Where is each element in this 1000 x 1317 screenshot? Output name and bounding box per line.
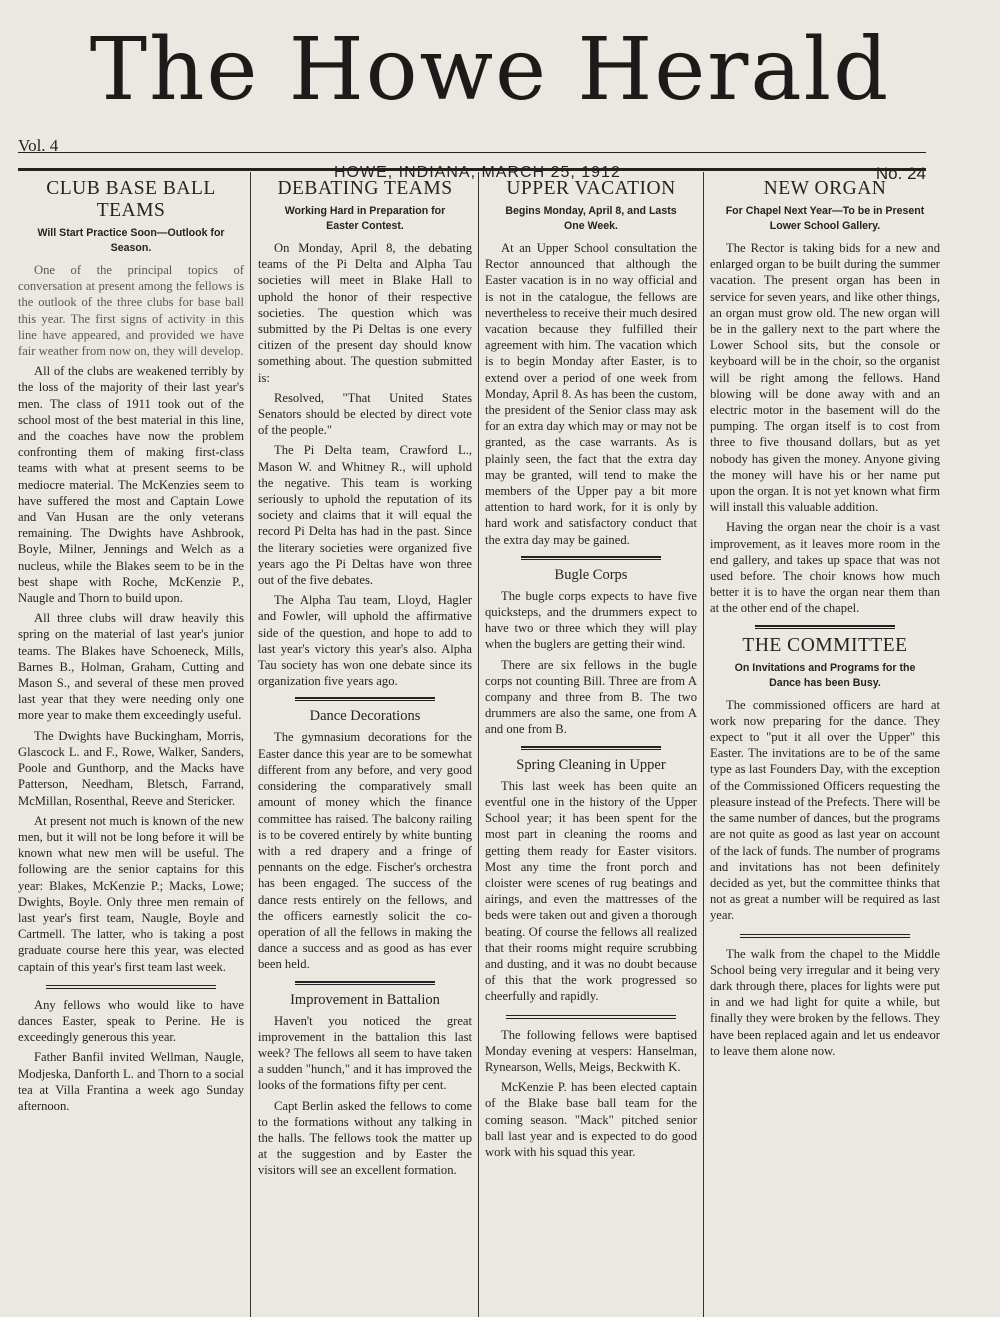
- column-baseball: [18, 172, 244, 1317]
- headline-debating: DEBATING TEAMS: [277, 178, 453, 199]
- article-paragraph: There are six fellows in the bugle corps not counting Bill. Three are from A company and three from B. The two drummers are also the same, one from A and one from B.: [485, 657, 697, 737]
- article-paragraph: At an Upper School consultation the Rector announced that although the Easter vacation is in no way official and is not in the catalogue, the fellows are nevertheless to receive their much desired vacation because they fulfilled their agreement with him. The vacation which is to begin Monday after Easter, is to extend over a period of one week from Monday, April 8. As has been the custom, the president of the Senior class may ask for an extra day which may or may not be granted, as the case warrants. As is plainly seen, the fact that the extra day may be granted, will tend to make the members of the Upper pay a bit more attention to hard work, for it is only by hard work and satisfactory conduct that the extra day may be gained.: [485, 241, 697, 547]
- masthead-rule-top: [18, 152, 926, 153]
- article-paragraph: All of the clubs are weakened terribly by the loss of the majority of their last year's men. The class of 1911 took out of the school most of the best material in this line, and the coaches have now the problem confronting them of making first-class teams with what at present seems to be mediocre material. The McKenzies seem to have suffered the most and Captain Lowe and Van Husan are the only veterans remaining. The Dwights have Ashbrook, Boyle, Milner, Jennings and Welch as a nucleus, while the Blakes seem to be in the best shape with Roche, McKenzie P., Naugle and Thorn to build upon.: [18, 364, 244, 606]
- issue-number: No. 24: [875, 164, 926, 183]
- section-divider: [506, 1015, 676, 1019]
- column-separator-2: [478, 172, 479, 1317]
- heading-bugle-corps: Bugle Corps: [554, 566, 628, 583]
- article-paragraph: Resolved, "That United States Senators should be elected by direct vote of the people.": [258, 390, 472, 438]
- article-paragraph: This last week has been quite an eventful one in the history of the Upper School year; it has been spent for the most part in cleaning the rooms and getting them ready for Easter visitors. Most any time the front porch and cloister were scenes of rug beatings and airings, and even the mattresses of the beds were taken out and given a thorough beating. Of course the fellows all realized that their rooms might require scrubbing and dusting, and it was no doubt because of this that the work progressed so cheerfully and rapidly.: [485, 778, 697, 1004]
- news-note: Father Banfil invited Wellman, Naugle, Modjeska, Danforth L. and Thorn to a social tea at Villa Frantina a week ago Sunday afternoon.: [18, 1050, 244, 1113]
- article-paragraph: On Monday, April 8, the debating teams of the Pi Delta and Alpha Tau societies will meet in Blake Hall to uphold the honor of their respective societies. The question which was submitted by the Pi Deltas is one every citizen of the present day should know something about. The question submitted is:: [258, 241, 472, 385]
- heading-dance-decorations: Dance Decorations: [309, 708, 421, 725]
- article-paragraph: The Rector is taking bids for a new and enlarged organ to be built during the summer vacation. The present organ has been in service for seven years, and like other things, an organ must grow old. The new organ will be in the gallery next to the part where the Lower School sits, but the console or keyboard will be in the choir, so the organist will be right among the fellows. Hand blowing will be done away with and an electric motor in the basement will do the pumping. The organ itself is to cost from three to five thousand dollars, but as yet nobody has given the money. Anyone giving the money will have his or her name put upon the organ. It is not yet known what firm will install this valuable addition.: [710, 241, 940, 515]
- column-separator-1: [250, 172, 251, 1317]
- news-note: Any fellows who would like to have dances Easter, speak to Perine. He is exceedingly generous this year.: [18, 997, 244, 1045]
- heading-spring-cleaning: Spring Cleaning in Upper: [516, 756, 666, 773]
- masthead-rule-bottom: [18, 168, 926, 171]
- subhead-organ: For Chapel Next Year—To be in Present Lower School Gallery.: [725, 205, 925, 232]
- column-debating: [258, 172, 472, 1317]
- article-paragraph: Haven't you noticed the great improvement in the battalion this last week? The fellows all seem to have taken a sudden "hunch," and it has improved the looks of the formations fifty per cent.: [258, 1013, 472, 1093]
- article-paragraph: The commissioned officers are hard at work now preparing for the dance. They expect to "put it all over the Upper" this Easter. The invitations are to be of the same type as last Founders Day, with the exception of the Commissioned Officers requesting the pleasure instead of the Prefects. There will be the same number of dances, but the programs are not quite as good as last year on account of the lack of funds. The number of programs and invitations has not been definitely decided as yet, but the committee thinks that not as great a number will be required as last year.: [710, 697, 940, 923]
- news-note: The walk from the chapel to the Middle School being very irregular and it being very dark through there, places for lights were put in and we had light for quite a while, but finally they were broken by the fellows. They have been replaced again and let us endeavor to leave them alone now.: [710, 946, 940, 1058]
- article-paragraph: Having the organ near the choir is a vast improvement, as it leaves more room in the end gallery, and takes up space that was not used before. The choir knows how much better it is to have the organ near them than at the other end of the chapel.: [710, 520, 940, 616]
- news-note: McKenzie P. has been elected captain of the Blake base ball team for the coming season. "Mack" pitched senior ball last year and is expected to do good work with his squad this year.: [485, 1080, 697, 1159]
- article-paragraph: The gymnasium decorations for the Easter dance this year are to be somewhat different from any before, and very good considering the comparatively small amount of money which the finance committee has raised. The balcony railing is to be covered entirely by white bunting with a red drapery and a fringe of pennants on the edge. Fischer's orchestra has been engaged. The success of the dance rests entirely on the fellows, and the officers earnestly solicit the co-operation of all the fellows in making the dance a success and as good as has ever been held.: [258, 730, 472, 972]
- article-paragraph: Capt Berlin asked the fellows to come to the formations without any talking in the halls. The fellows took the matter up at the suggestion and by Easter the visitors will see an excellent formation.: [258, 1098, 472, 1178]
- column-organ: [710, 172, 940, 1317]
- section-divider: [295, 981, 435, 985]
- article-paragraph: The Dwights have Buckingham, Morris, Glascock L. and F., Rowe, Walker, Sanders, Poole and Gunthorp, and the Macks have Patterson, Needham, Bletsch, Farrand, McMillan, Rosenthal, Reeve and Stericker.: [18, 728, 244, 808]
- headline-organ: NEW ORGAN: [763, 178, 887, 199]
- subhead-baseball: Will Start Practice Soon—Outlook for Season.: [37, 227, 225, 254]
- article-paragraph: At present not much is known of the new men, but it will not be long before it will be known what new men will be useful. The following are the senior captains for this year: Blakes, McKenzie P.; Macks, Lowe; Dwights, Boyle. Only three men remain of last year's first team, Naugle, Boyle and Cartmell. The latter, who is taking a post graduate course here this year, was elected captain of this year's first team last week.: [18, 813, 244, 974]
- subhead-vacation: Begins Monday, April 8, and Lasts One Week.: [505, 205, 677, 232]
- headline-baseball: CLUB BASE BALL TEAMS: [46, 178, 216, 221]
- subhead-debating: Working Hard in Preparation for Easter Contest.: [284, 205, 446, 232]
- section-divider: [46, 985, 216, 989]
- section-divider: [521, 556, 661, 560]
- volume-label: Vol. 4: [18, 136, 59, 155]
- section-divider: [521, 746, 661, 750]
- section-divider: [295, 697, 435, 701]
- article-paragraph: All three clubs will draw heavily this spring on the material of last year's junior teams. The Blakes have Schoeneck, Mills, Barnes B., Holman, Graham, Cutting and Mason S., and several of these men proved last year that they were needing only one more year to make them exceedingly useful.: [18, 611, 244, 723]
- article-paragraph: One of the principal topics of conversation at present among the fellows is the outlook of the three clubs for base ball this year. The first signs of activity in this line have appeared, and provided we have fair weather from now on, they will develop.: [18, 263, 244, 359]
- headline-committee: THE COMMITTEE: [742, 634, 908, 656]
- article-paragraph: The bugle corps expects to have five quicksteps, and the drummers expect to have two or three which they will play when the buglers are getting their wind.: [485, 588, 697, 652]
- column-separator-3: [703, 172, 704, 1317]
- article-paragraph: The Alpha Tau team, Lloyd, Hagler and Fowler, will uphold the affirmative side of the question, and hope to add to last year's victory this year's also. Alpha Tau society has won one debate since its organization five years ago.: [258, 593, 472, 689]
- place-date: HOWE, INDIANA, MARCH 25, 1912: [334, 164, 621, 181]
- section-divider: [740, 934, 910, 938]
- news-note: The following fellows were baptised Monday evening at vespers: Hanselman, Rynearson, Wells, Meigs, Beckwith K.: [485, 1027, 697, 1074]
- article-paragraph: The Pi Delta team, Crawford L., Mason W. and Whitney R., will uphold the negative. This team is working seriously to uphold the reputation of its society and claims that it will equal the record Pi Delta has had in the past. Since the literary societies were organized five years ago the Pi Deltas have won three out of the five debates.: [258, 443, 472, 588]
- masthead-title: The Howe Herald: [89, 20, 891, 120]
- heading-battalion: Improvement in Battalion: [290, 991, 440, 1008]
- headline-vacation: UPPER VACATION: [506, 178, 676, 199]
- subhead-committee: On Invitations and Programs for the Dance has been Busy.: [734, 661, 916, 689]
- section-divider: [755, 625, 895, 629]
- column-vacation: [485, 172, 697, 1317]
